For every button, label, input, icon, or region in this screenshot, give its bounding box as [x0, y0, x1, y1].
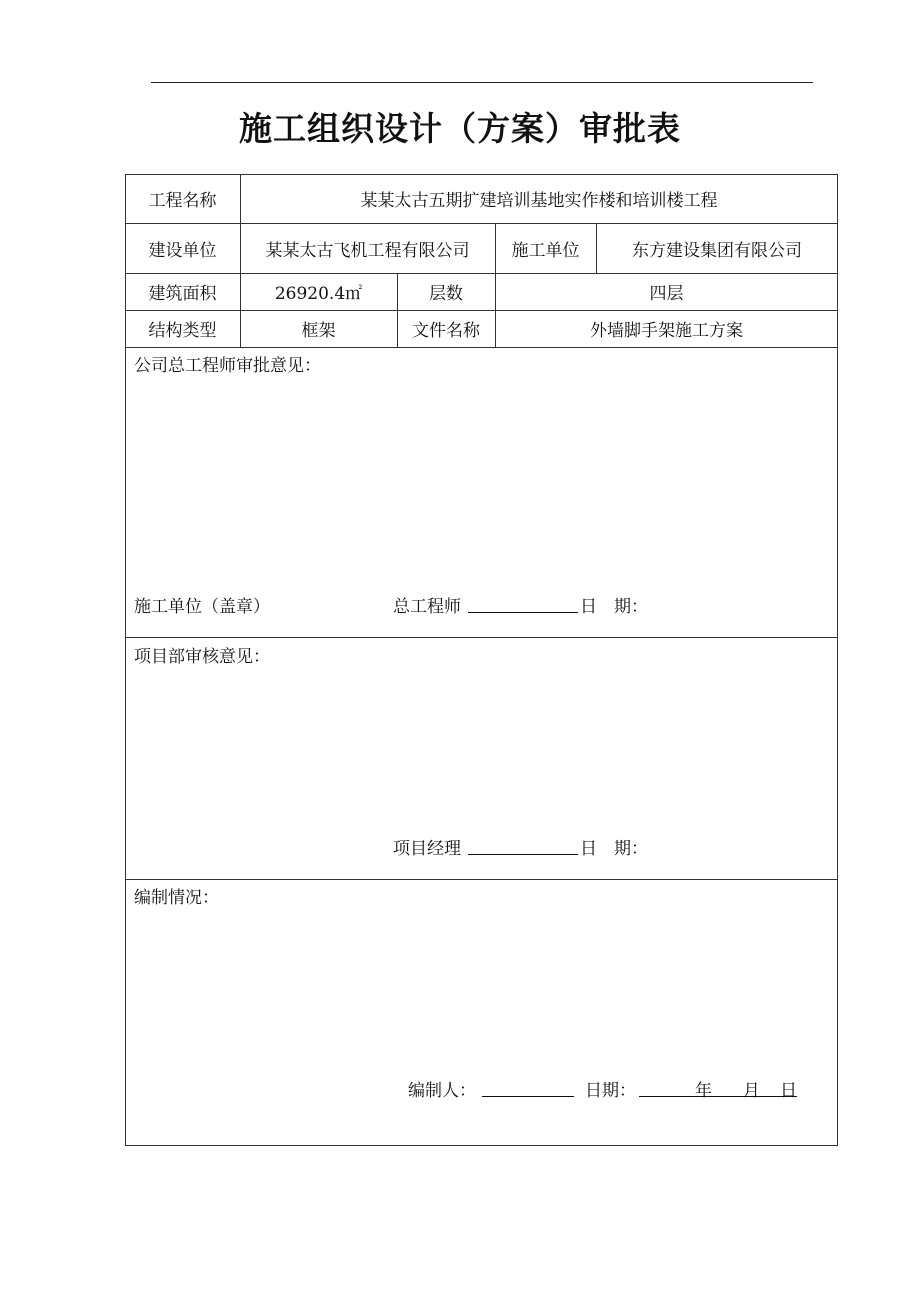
chief-engineer-signature-line[interactable]	[468, 612, 578, 613]
month-label: 月	[743, 1081, 760, 1101]
project-manager-label: 项目经理	[393, 839, 461, 859]
section-divider	[125, 879, 838, 880]
project-name-value: 某某太古五期扩建培训基地实作楼和培训楼工程	[360, 191, 718, 211]
section-divider	[125, 637, 838, 638]
row-divider	[125, 347, 838, 348]
author-label: 编制人：	[408, 1081, 476, 1101]
compile-date-label: 日期：	[585, 1081, 636, 1101]
page-title: 施工组织设计（方案）审批表	[239, 109, 681, 148]
project-name-label: 工程名称	[148, 191, 217, 211]
contractor-value: 东方建设集团有限公司	[632, 240, 802, 261]
project-review-heading: 项目部审核意见：	[134, 647, 270, 667]
structure-label: 结构类型	[148, 321, 217, 341]
contractor-label: 施工单位	[511, 240, 580, 261]
project-manager-signature-line[interactable]	[468, 854, 578, 855]
top-rule	[151, 82, 813, 83]
floors-label: 层数	[429, 284, 463, 304]
owner-label: 建设单位	[148, 240, 217, 261]
area-value: 26920.4㎡	[274, 284, 363, 304]
compile-date-line[interactable]	[639, 1096, 797, 1097]
chief-engineer-label: 总工程师	[393, 597, 461, 617]
day-label: 日	[780, 1081, 797, 1101]
file-label: 文件名称	[412, 321, 480, 341]
compile-heading: 编制情况：	[134, 888, 219, 908]
owner-value: 某某太古飞机工程有限公司	[265, 240, 470, 261]
structure-value: 框架	[301, 321, 336, 341]
area-label: 建筑面积	[148, 284, 217, 304]
author-signature-line[interactable]	[482, 1096, 574, 1097]
project-date-label: 日 期：	[580, 839, 648, 859]
floors-value: 四层	[649, 284, 684, 304]
stamp-label: 施工单位（盖章）	[134, 597, 270, 617]
chief-engineer-heading: 公司总工程师审批意见：	[134, 356, 321, 376]
chief-engineer-date-label: 日 期：	[580, 597, 648, 617]
file-value: 外墙脚手架施工方案	[590, 321, 743, 341]
year-label: 年	[695, 1081, 712, 1101]
